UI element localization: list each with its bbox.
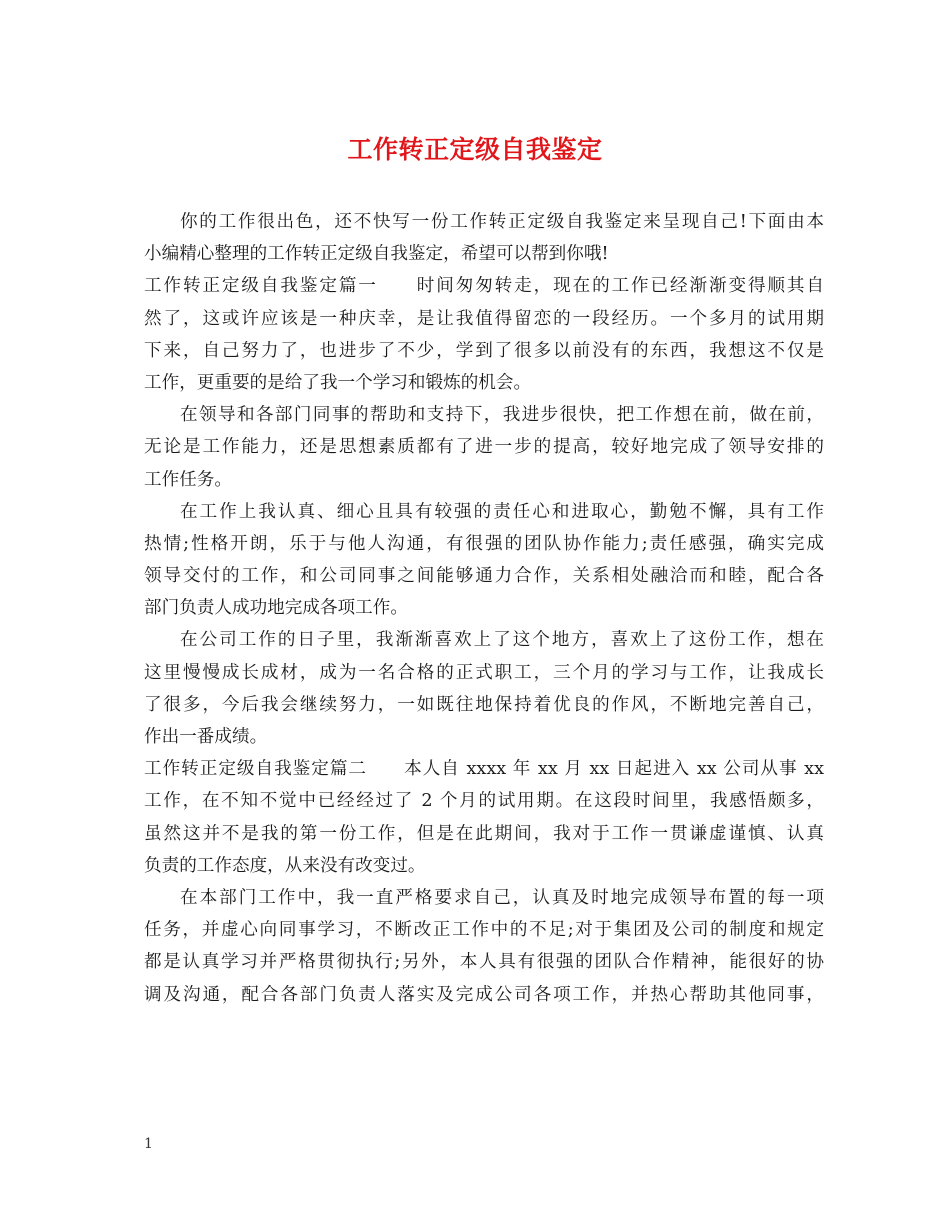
text-line: 负责的工作态度，从来没有改变过。	[144, 855, 426, 876]
text-line: 部门负责人成功地完成各项工作。	[144, 598, 408, 619]
text-line: 下来，自己努力了，也进步了不少，学到了很多以前没有的东西，我想这不仅是	[144, 340, 824, 361]
text-line: 工作任务。	[144, 469, 232, 490]
text-line: 工作，更重要的是给了我一个学习和锻炼的机会。	[144, 372, 532, 393]
text-line: 工作，在不知不觉中已经经过了 2 个月的试用期。在这段时间里，我感悟颇多，	[144, 791, 824, 812]
text-line: 虽然这并不是我的第一份工作，但是在此期间，我对于工作一贯谦虚谨慎、认真	[144, 823, 824, 844]
text-line: 小编精心整理的工作转正定级自我鉴定，希望可以帮到你哦!	[144, 244, 609, 265]
text-line: 这里慢慢成长成材，成为一名合格的正式职工，三个月的学习与工作，让我成长	[144, 662, 824, 683]
text-line: 都是认真学习并严格贯彻执行;另外，本人具有很强的团队合作精神，能很好的协	[144, 952, 824, 973]
text-line: 然了，这或许应该是一种庆幸，是让我值得留恋的一段经历。一个多月的试用期	[144, 308, 824, 329]
page-number: 1	[144, 1136, 153, 1152]
text-line: 无论是工作能力，还是思想素质都有了进一步的提高，较好地完成了领导安排的	[144, 437, 824, 458]
text-line: 在工作上我认真、细心且具有较强的责任心和进取心，勤勉不懈，具有工作	[180, 501, 824, 522]
section-heading-line: 工作转正定级自我鉴定篇一 时间匆匆转走，现在的工作已经渐渐变得顺其自	[144, 276, 824, 297]
text-line: 在公司工作的日子里，我渐渐喜欢上了这个地方，喜欢上了这份工作，想在	[180, 630, 824, 651]
document-body	[144, 206, 824, 1011]
text-line: 热情;性格开朗，乐于与他人沟通，有很强的团队协作能力;责任感强，确实完成	[144, 533, 824, 554]
document-title: 工作转正定级自我鉴定	[347, 135, 603, 164]
section-heading-line: 工作转正定级自我鉴定篇二 本人自 xxxx 年 xx 月 xx 日起进入 xx 公司从事 xx	[144, 759, 824, 780]
text-line: 任务，并虚心向同事学习，不断改正工作中的不足;对于集团及公司的制度和规定	[144, 920, 824, 941]
text-line: 作出一番成绩。	[144, 727, 268, 747]
text-line: 领导交付的工作，和公司同事之间能够通力合作，关系相处融洽而和睦，配合各	[144, 566, 824, 587]
text-line: 了很多，今后我会继续努力，一如既往地保持着优良的作风，不断地完善自己，	[144, 694, 824, 715]
text-line: 在领导和各部门同事的帮助和支持下，我进步很快，把工作想在前，做在前，	[180, 405, 824, 426]
text-line: 调及沟通，配合各部门负责人落实及完成公司各项工作，并热心帮助其他同事，	[144, 984, 824, 1005]
text-line: 你的工作很出色，还不快写一份工作转正定级自我鉴定来呈现自己!下面由本	[180, 212, 824, 232]
text-line: 在本部门工作中，我一直严格要求自己，认真及时地完成领导布置的每一项	[180, 887, 824, 908]
